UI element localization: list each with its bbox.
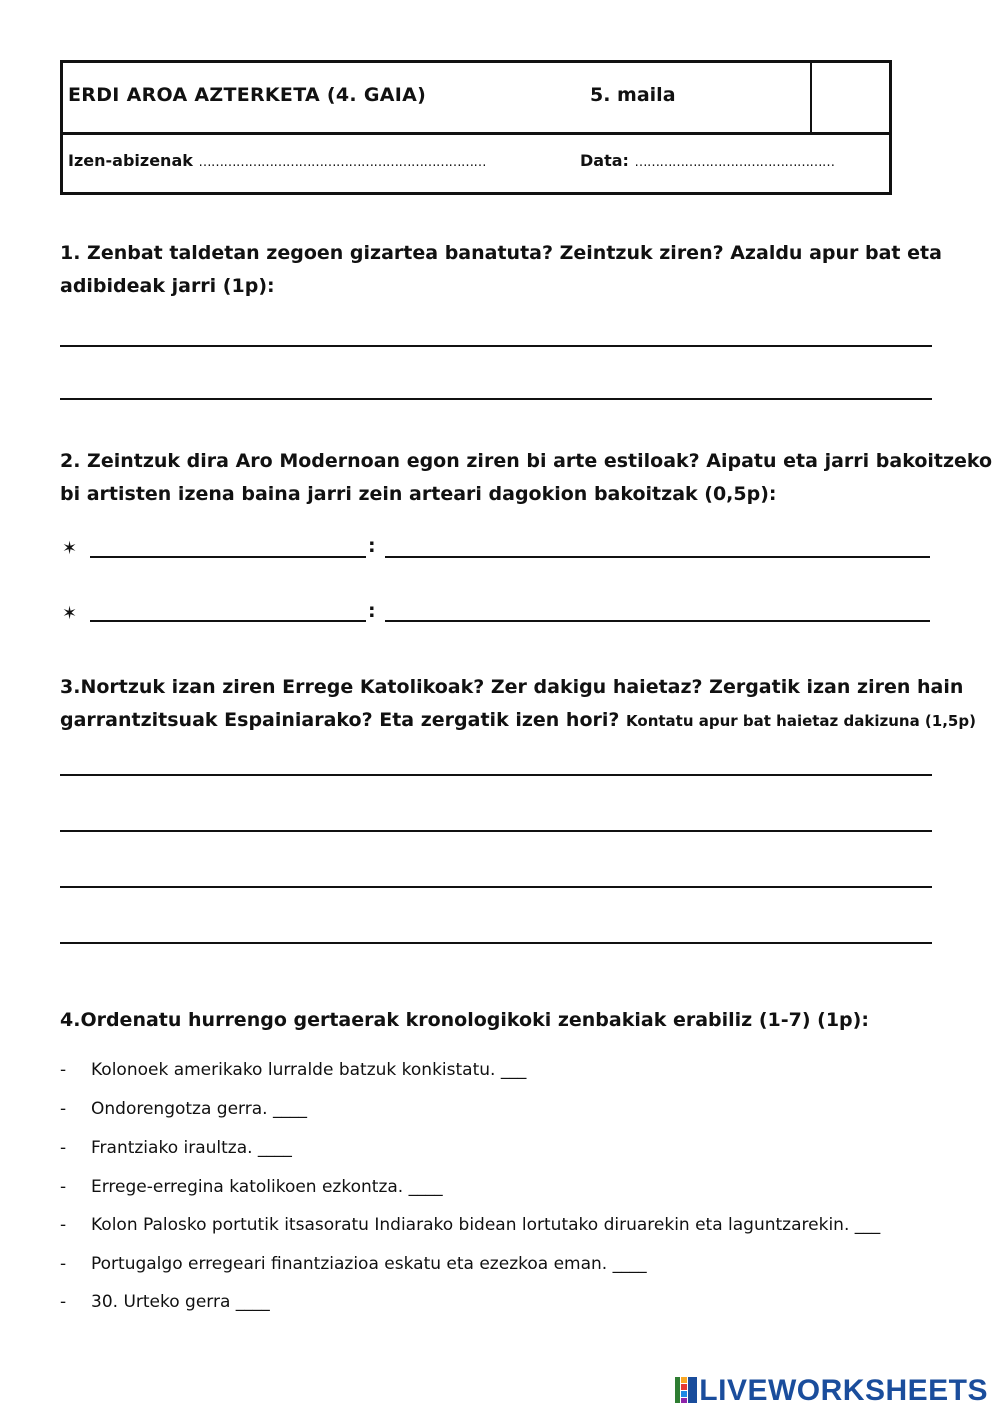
list-dash: - — [60, 1138, 67, 1158]
answer-line-q3-2[interactable] — [60, 830, 932, 832]
list-dash: - — [60, 1177, 67, 1197]
list-dash: - — [60, 1292, 67, 1312]
date-label: Data: — [580, 151, 629, 170]
list-item-text[interactable]: Ondorengotza gerra. ____ — [91, 1099, 307, 1119]
colon-2: : — [368, 600, 376, 622]
question-4-title: 4.Ordenatu hurrengo gertaerak kronologikoki zenbakiak erabiliz (1-7) (1p): — [60, 1009, 869, 1031]
question-3-line-2-main: garrantzitsuak Espainiarako? Eta zergatik izen hori? — [60, 709, 620, 731]
date-dots: ………………………………………… — [634, 155, 835, 170]
colon-1: : — [368, 535, 376, 557]
date-field[interactable] — [580, 151, 835, 170]
list-dash: - — [60, 1215, 67, 1235]
question-3-line-2 — [60, 704, 976, 738]
list-item-text[interactable]: Frantziako iraultza. ____ — [91, 1138, 292, 1158]
list-item — [60, 1177, 940, 1201]
answer-line-q1-2[interactable] — [60, 398, 932, 400]
list-item — [60, 1254, 940, 1278]
liveworksheets-logo-icon — [675, 1377, 697, 1403]
answer-line-q2-artists-2[interactable] — [385, 620, 930, 622]
liveworksheets-logo[interactable] — [675, 1374, 988, 1408]
list-item — [60, 1060, 940, 1084]
header-divider — [810, 63, 812, 135]
bullet-star-icon: ✶ — [62, 538, 78, 559]
question-2-line-1: 2. Zeintzuk dira Aro Modernoan egon ziren bi arte estiloak? Aipatu eta jarri bakoitzeko — [60, 450, 993, 472]
list-item — [60, 1215, 940, 1239]
question-3-line-1: 3.Nortzuk izan ziren Errege Katolikoak? Zer dakigu haietaz? Zergatik izan ziren hain — [60, 676, 964, 698]
list-item-text[interactable]: Kolon Palosko portutik itsasoratu Indiarako bidean lortutako diruarekin eta laguntzarekin. ___ — [91, 1215, 881, 1235]
question-3-line-2-note: Kontatu apur bat haietaz dakizuna (1,5p) — [626, 712, 976, 730]
answer-line-q2-style-1[interactable] — [90, 556, 366, 558]
list-item-text[interactable]: 30. Urteko gerra ____ — [91, 1292, 270, 1312]
exam-title: ERDI AROA AZTERKETA (4. GAIA) — [68, 84, 427, 106]
list-item-text[interactable]: Errege-erregina katolikoen ezkontza. ____ — [91, 1177, 443, 1197]
list-item — [60, 1099, 940, 1123]
answer-line-q3-3[interactable] — [60, 886, 932, 888]
bullet-star-icon: ✶ — [62, 603, 78, 624]
question-1-line-2: adibideak jarri (1p): — [60, 275, 275, 297]
grade-level: 5. maila — [590, 84, 676, 106]
list-item — [60, 1292, 940, 1316]
answer-line-q2-artists-1[interactable] — [385, 556, 930, 558]
question-1-line-1: 1. Zenbat taldetan zegoen gizartea banatuta? Zeintzuk ziren? Azaldu apur bat eta — [60, 242, 942, 264]
answer-line-q1-1[interactable] — [60, 345, 932, 347]
answer-line-q3-4[interactable] — [60, 942, 932, 944]
answer-line-q3-1[interactable] — [60, 774, 932, 776]
list-item-text[interactable]: Portugalgo erregeari finantziazioa eskatu eta ezezkoa eman. ____ — [91, 1254, 647, 1274]
question-2-line-2: bi artisten izena baina jarri zein arteari dagokion bakoitzak (0,5p): — [60, 483, 777, 505]
header-table — [60, 60, 892, 195]
list-dash: - — [60, 1099, 67, 1119]
list-item-text[interactable]: Kolonoek amerikako lurralde batzuk konkistatu. ___ — [91, 1060, 527, 1080]
list-item — [60, 1138, 940, 1162]
answer-line-q2-style-2[interactable] — [90, 620, 366, 622]
name-dots: …………………………………………………………… — [198, 155, 486, 170]
name-label: Izen-abizenak — [68, 151, 193, 170]
liveworksheets-logo-text: LIVEWORKSHEETS — [699, 1374, 988, 1407]
list-dash: - — [60, 1060, 67, 1080]
name-field[interactable] — [68, 151, 486, 170]
list-dash: - — [60, 1254, 67, 1274]
